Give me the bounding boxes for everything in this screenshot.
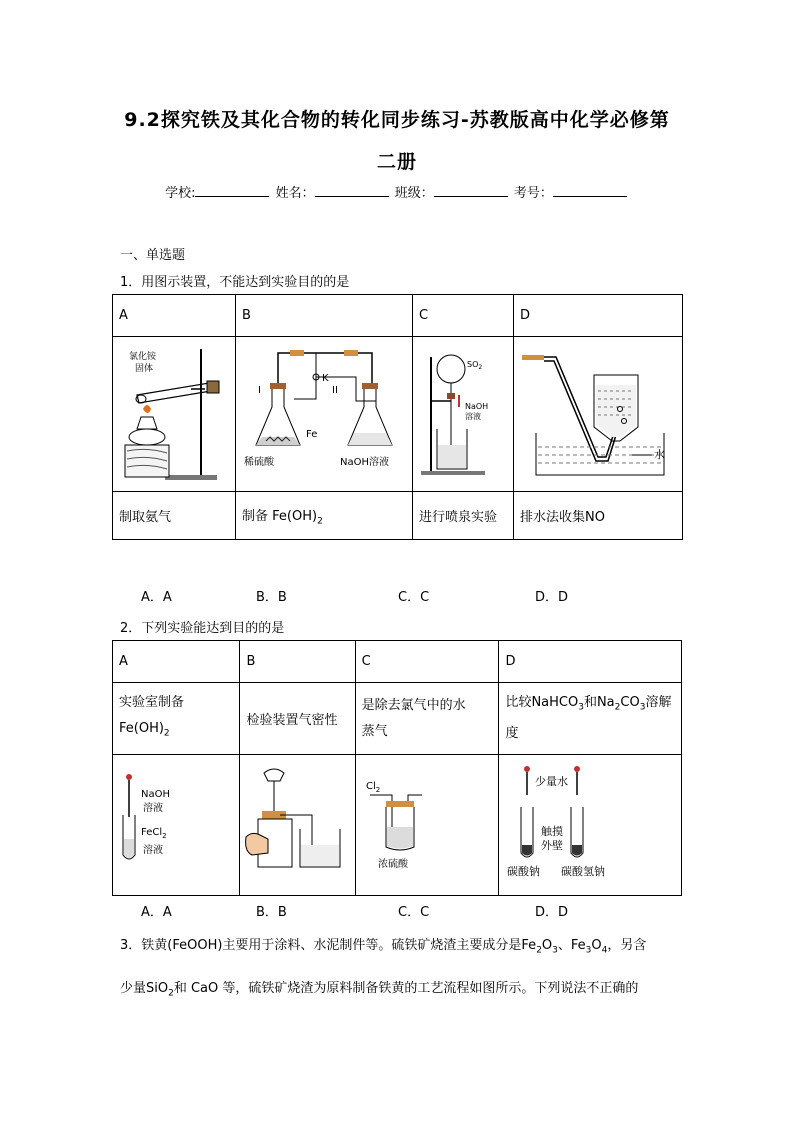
exam-no-field[interactable] (553, 183, 627, 197)
q2-option-a[interactable]: A．A (141, 905, 172, 920)
doc-title-line2: 二册 (376, 151, 417, 173)
label-outer-wall: 外壁 (541, 839, 564, 852)
label-sodium-carbonate: 碳酸钠 (507, 865, 541, 878)
label-water: 水 (654, 448, 665, 461)
q1-caption-c: 进行喷泉实验 (413, 492, 514, 540)
label-naoh: NaOH (465, 402, 489, 411)
airtightness-apparatus-figure (240, 755, 352, 891)
label-cl2: $Cl_2$ (365, 781, 380, 794)
q1-figure-b (236, 337, 413, 492)
q2-desc-d: 比较NaHCO$_3$和$Na_2CO_3$溶解 度 (499, 683, 682, 755)
q1-header-a: A (113, 295, 236, 337)
doc-title-line1: 9.2探究铁及其化合物的转化同步练习-苏教版高中化学必修第 (124, 109, 670, 131)
q3-line1: 3．铁黄(FeOOH)主要用于涂料、水泥制件等。硫铁矿烧渣主要成分是$Fe_2O_3$、$Fe_3O_4$，另含 (120, 938, 647, 956)
q1-header-d: D (514, 295, 683, 337)
label-solution-2: 溶液 (143, 845, 163, 856)
ferrous-hydroxide-apparatus-figure (236, 337, 412, 487)
q2-desc-c: 是除去氯气中的水 蒸气 (355, 683, 499, 755)
label-solution: 溶液 (465, 412, 481, 421)
q1-figure-d (514, 337, 683, 492)
q2-figure-a (113, 755, 240, 896)
q2-header-c: C (355, 641, 499, 683)
label-sodium-bicarbonate: 碳酸氢钠 (561, 865, 606, 878)
gas-washing-bottle-figure (356, 755, 496, 891)
q2-header-d: D (499, 641, 682, 683)
label-fe: Fe (306, 429, 318, 440)
no-collection-apparatus-figure (514, 337, 682, 487)
q1-option-b[interactable]: B．B (256, 590, 287, 605)
q1-caption-b: 制备 $Fe(OH)_2$ (236, 492, 413, 540)
label-nh4cl: 氯化铵 (129, 352, 157, 362)
carbonate-comparison-figure (499, 755, 677, 891)
class-label: 班级： (394, 186, 434, 201)
label-so2: $SO_2$ (467, 360, 483, 371)
label-conc-h2so4: 浓硫酸 (377, 859, 408, 870)
q2-header-a: A (113, 641, 240, 683)
q1-option-a[interactable]: A．A (141, 590, 172, 605)
label-naoh-solution: NaOH溶液 (340, 457, 389, 468)
q2-header-b: B (240, 641, 355, 683)
label-solid: 固体 (135, 364, 154, 374)
school-label: 学校: (165, 186, 196, 201)
q1-option-c[interactable]: C．C (398, 590, 430, 605)
q2-stem: 2．下列实验能达到目的的是 (120, 621, 285, 636)
class-field[interactable] (434, 183, 508, 197)
q2-figure-c (355, 755, 499, 896)
q1-caption-a: 制取氨气 (113, 492, 236, 540)
student-info-line (0, 182, 794, 201)
fountain-apparatus-figure (413, 337, 513, 487)
q2-figure-b (240, 755, 355, 896)
q2-desc-b: 检验装置气密性 (240, 683, 355, 755)
q1-figure-c (413, 337, 514, 492)
ammonia-apparatus-figure (113, 337, 235, 487)
q1-table (112, 294, 683, 540)
label-touch: 触摸 (541, 825, 564, 838)
label-flask-ii: II (332, 385, 338, 396)
school-field[interactable] (195, 183, 269, 197)
label-naoh: NaOH (141, 789, 170, 800)
label-solution-1: 溶液 (143, 803, 163, 814)
q2-option-b[interactable]: B．B (256, 905, 287, 920)
q2-desc-a: 实验室制备 $Fe(OH)_2$ (113, 683, 240, 755)
label-valve-k: K (322, 373, 329, 384)
q1-stem: 1．用图示装置，不能达到实验目的的是 (120, 275, 350, 290)
label-little-water: 少量水 (535, 775, 569, 788)
q2-figure-d (499, 755, 682, 896)
label-fecl2: FeCl$_2$ (141, 827, 167, 840)
name-field[interactable] (315, 183, 389, 197)
q3-line2: 少量SiO$_2$和 CaO 等，硫铁矿烧渣为原料制备铁黄的工艺流程如图所示。下列说法不正确的 (120, 981, 639, 999)
name-label: 姓名： (275, 186, 315, 201)
q2-table (112, 640, 682, 896)
q1-caption-d: 排水法收集NO (514, 492, 683, 540)
q2-option-c[interactable]: C．C (398, 905, 430, 920)
q1-header-b: B (236, 295, 413, 337)
q1-option-d[interactable]: D．D (535, 590, 569, 605)
label-dilute-h2so4: 稀硫酸 (244, 457, 274, 468)
exam-no-label: 考号： (513, 186, 553, 201)
test-tube-dropper-figure (113, 755, 237, 891)
label-flask-i: I (258, 385, 261, 396)
q1-header-c: C (413, 295, 514, 337)
section-heading: 一、单选题 (120, 248, 186, 263)
q1-figure-a (113, 337, 236, 492)
q2-option-d[interactable]: D．D (535, 905, 569, 920)
